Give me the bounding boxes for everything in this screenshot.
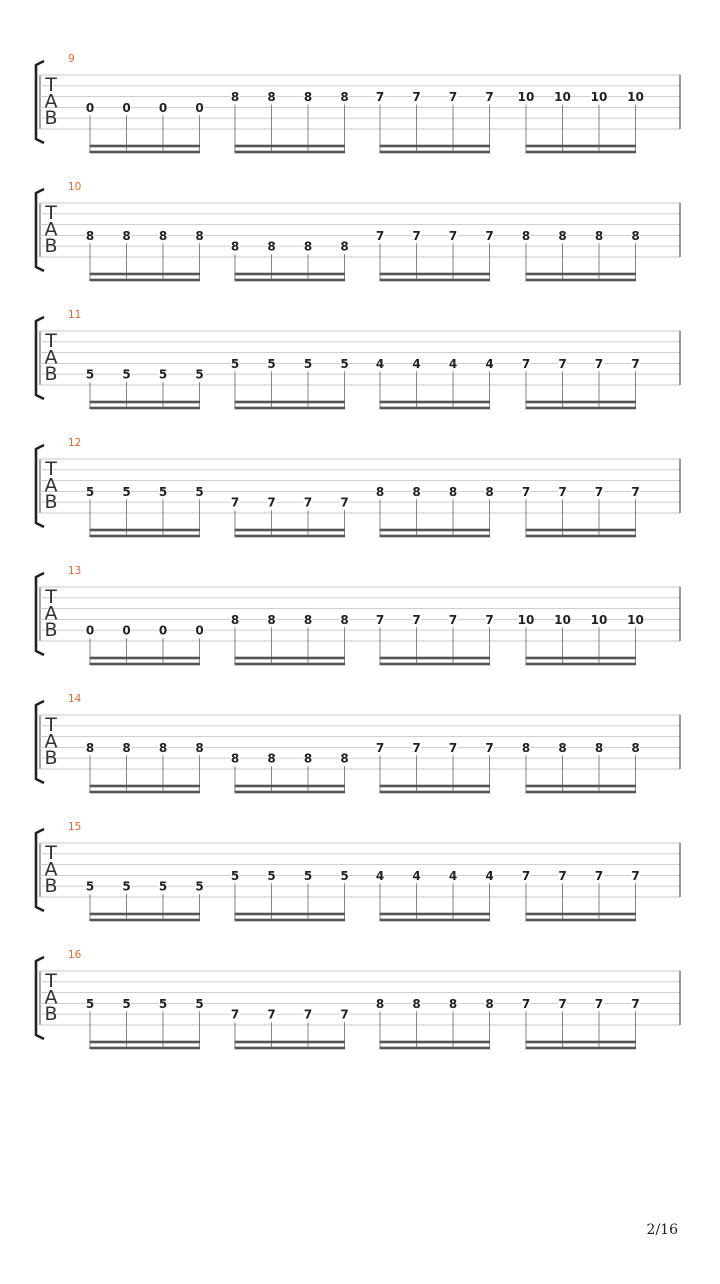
beam	[526, 529, 637, 532]
fret-number: 7	[631, 484, 640, 499]
beam-group	[86, 485, 205, 537]
fret-number: 5	[195, 367, 204, 382]
beam-group	[231, 357, 350, 409]
fret-number: 5	[195, 996, 204, 1011]
fret-number: 8	[558, 740, 567, 755]
fret-number: 0	[122, 100, 131, 115]
fret-number: 8	[340, 751, 349, 766]
fret-number: 8	[448, 996, 458, 1011]
tab-clef-letter: T	[45, 202, 57, 224]
fret-number: 7	[521, 868, 531, 883]
fret-number: 4	[448, 868, 458, 883]
beam	[526, 407, 637, 410]
fret-number: 8	[375, 996, 385, 1011]
beam	[90, 663, 201, 666]
fret-number: 8	[85, 228, 95, 243]
measure-number: 12	[68, 437, 82, 449]
beam	[526, 919, 637, 922]
beam	[235, 151, 346, 154]
beam	[380, 791, 491, 794]
beam-group	[86, 101, 205, 153]
beam	[90, 919, 201, 922]
beam	[235, 663, 346, 666]
beam	[526, 535, 637, 538]
fret-number: 7	[558, 868, 567, 883]
measure-number: 11	[68, 309, 82, 321]
beam	[380, 529, 491, 532]
tab-clef-letter: B	[44, 107, 58, 129]
fret-number: 8	[122, 228, 131, 243]
fret-number: 4	[485, 356, 494, 371]
fret-number: 10	[627, 612, 644, 627]
beam	[90, 785, 201, 788]
beam	[90, 529, 201, 532]
tab-clef-letter: A	[44, 602, 58, 625]
beam	[380, 785, 491, 788]
beam	[90, 913, 201, 916]
fret-number: 10	[554, 612, 571, 627]
fret-number: 7	[631, 356, 640, 371]
tab-clef-letter: T	[45, 970, 57, 992]
tab-system	[36, 565, 680, 665]
tab-clef-letter: A	[44, 858, 58, 881]
beam	[90, 401, 201, 404]
fret-number: 0	[85, 100, 95, 115]
fret-number: 7	[594, 356, 604, 371]
fret-number: 5	[122, 484, 131, 499]
fret-number: 4	[448, 356, 458, 371]
measure-number: 13	[68, 565, 82, 577]
fret-number: 7	[340, 495, 349, 510]
fret-number: 8	[158, 740, 168, 755]
fret-number: 4	[485, 868, 494, 883]
beam-group	[518, 613, 644, 665]
fret-number: 7	[594, 996, 604, 1011]
fret-number: 8	[195, 740, 204, 755]
fret-number: 8	[85, 740, 95, 755]
fret-number: 4	[375, 868, 385, 883]
tab-clef-letter: A	[44, 474, 58, 497]
fret-number: 8	[631, 228, 640, 243]
fret-number: 5	[85, 484, 95, 499]
beam	[235, 535, 346, 538]
beam-group	[86, 997, 205, 1049]
beam-group	[522, 869, 641, 921]
fret-number: 8	[485, 996, 494, 1011]
tab-clef-letter: B	[44, 619, 58, 641]
fret-number: 5	[230, 356, 240, 371]
fret-number: 8	[485, 484, 494, 499]
beam	[235, 657, 346, 660]
fret-number: 8	[158, 228, 168, 243]
beam	[526, 657, 637, 660]
fret-number: 7	[594, 868, 604, 883]
fret-number: 7	[303, 495, 313, 510]
tab-clef-letter: B	[44, 747, 58, 769]
fret-number: 5	[85, 367, 95, 382]
beam	[235, 1047, 346, 1050]
fret-number: 5	[158, 879, 168, 894]
beam	[90, 657, 201, 660]
fret-number: 5	[340, 356, 349, 371]
fret-number: 7	[230, 1007, 240, 1022]
fret-number: 7	[485, 90, 494, 105]
fret-number: 8	[594, 228, 604, 243]
beam	[90, 145, 201, 148]
beam	[380, 145, 491, 148]
fret-number: 8	[558, 228, 567, 243]
fret-number: 7	[521, 484, 531, 499]
fret-number: 8	[122, 740, 131, 755]
fret-number: 7	[521, 356, 531, 371]
fret-number: 0	[122, 623, 131, 638]
measure-number: 16	[68, 949, 82, 961]
fret-number: 7	[485, 228, 494, 243]
fret-number: 8	[267, 239, 276, 254]
beam	[380, 273, 491, 276]
tab-clef-letter: B	[44, 363, 58, 385]
beam	[380, 151, 491, 154]
fret-number: 8	[340, 612, 349, 627]
beam	[235, 1041, 346, 1044]
fret-number: 8	[448, 484, 458, 499]
beam	[235, 401, 346, 404]
beam	[526, 279, 637, 282]
beam-group	[376, 997, 495, 1049]
fret-number: 7	[558, 996, 567, 1011]
fret-number: 8	[267, 90, 276, 105]
beam	[526, 151, 637, 154]
fret-number: 7	[412, 740, 421, 755]
beam-group	[376, 741, 495, 793]
page-number: 2/16	[646, 1222, 678, 1238]
fret-number: 5	[158, 996, 168, 1011]
beam-group	[231, 869, 350, 921]
fret-number: 0	[195, 623, 204, 638]
fret-number: 0	[158, 623, 168, 638]
fret-number: 7	[375, 90, 385, 105]
beam	[380, 401, 491, 404]
tab-system	[36, 949, 680, 1049]
fret-number: 8	[267, 612, 276, 627]
beam	[380, 663, 491, 666]
fret-number: 7	[448, 228, 458, 243]
fret-number: 8	[412, 996, 421, 1011]
fret-number: 5	[195, 484, 204, 499]
beam	[235, 913, 346, 916]
tab-clef-letter: A	[44, 346, 58, 369]
beam-group	[376, 613, 495, 665]
fret-number: 7	[485, 740, 494, 755]
fret-number: 8	[412, 484, 421, 499]
beam-group	[376, 357, 495, 409]
fret-number: 8	[375, 484, 385, 499]
fret-number: 8	[230, 90, 240, 105]
beam	[90, 407, 201, 410]
fret-number: 8	[594, 740, 604, 755]
tab-clef-letter: T	[45, 330, 57, 352]
beam-group	[86, 741, 205, 793]
beam	[526, 663, 637, 666]
fret-number: 10	[590, 90, 608, 105]
fret-number: 5	[122, 879, 131, 894]
beam	[90, 1047, 201, 1050]
fret-number: 7	[412, 228, 421, 243]
tab-clef-letter: A	[44, 730, 58, 753]
beam	[235, 273, 346, 276]
tab-clef-letter: B	[44, 1003, 58, 1025]
beam	[90, 535, 201, 538]
fret-number: 8	[195, 228, 204, 243]
fret-number: 10	[517, 90, 535, 105]
fret-number: 0	[158, 100, 168, 115]
fret-number: 8	[340, 90, 349, 105]
fret-number: 7	[340, 1007, 349, 1022]
fret-number: 5	[85, 879, 95, 894]
beam	[526, 1041, 637, 1044]
beam	[526, 401, 637, 404]
fret-number: 5	[122, 367, 131, 382]
beam	[380, 535, 491, 538]
tab-clef-letter: T	[45, 714, 57, 736]
beam	[526, 791, 637, 794]
beam	[526, 145, 637, 148]
measure-number: 10	[68, 181, 82, 193]
fret-number: 5	[158, 484, 168, 499]
beam-group	[522, 741, 641, 793]
beam-group	[376, 90, 495, 153]
fret-number: 8	[340, 239, 349, 254]
fret-number: 7	[631, 996, 640, 1011]
beam	[235, 279, 346, 282]
fret-number: 8	[267, 751, 276, 766]
fret-number: 7	[558, 484, 567, 499]
fret-number: 8	[303, 612, 313, 627]
fret-number: 0	[195, 100, 204, 115]
measure-number: 9	[68, 53, 75, 65]
beam	[90, 273, 201, 276]
beam-group	[518, 90, 644, 153]
beam	[380, 279, 491, 282]
fret-number: 7	[267, 495, 276, 510]
fret-number: 7	[375, 228, 385, 243]
beam	[380, 1041, 491, 1044]
beam	[90, 1041, 201, 1044]
tab-system	[36, 309, 680, 409]
fret-number: 7	[448, 612, 458, 627]
fret-number: 7	[267, 1007, 276, 1022]
fret-number: 5	[303, 868, 313, 883]
fret-number: 4	[412, 868, 421, 883]
fret-number: 7	[631, 868, 640, 883]
fret-number: 7	[558, 356, 567, 371]
fret-number: 7	[303, 1007, 313, 1022]
beam	[380, 657, 491, 660]
tab-clef-letter: T	[45, 458, 57, 480]
beam-group	[522, 485, 641, 537]
beam	[526, 785, 637, 788]
beam-group	[376, 229, 495, 281]
beam	[235, 791, 346, 794]
fret-number: 8	[521, 228, 531, 243]
fret-number: 10	[517, 612, 535, 627]
fret-number: 8	[521, 740, 531, 755]
fret-number: 5	[340, 868, 349, 883]
fret-number: 5	[267, 356, 276, 371]
tab-clef-letter: B	[44, 875, 58, 897]
beam	[235, 529, 346, 532]
fret-number: 7	[448, 90, 458, 105]
fret-number: 5	[230, 868, 240, 883]
fret-number: 8	[230, 751, 240, 766]
tab-clef-letter: B	[44, 491, 58, 513]
fret-number: 4	[375, 356, 385, 371]
fret-number: 5	[267, 868, 276, 883]
fret-number: 8	[631, 740, 640, 755]
tab-clef-letter: A	[44, 218, 58, 241]
beam	[90, 279, 201, 282]
beam	[526, 1047, 637, 1050]
beam-group	[376, 869, 495, 921]
beam	[90, 791, 201, 794]
beam-group	[376, 485, 495, 537]
beam	[380, 1047, 491, 1050]
fret-number: 4	[412, 356, 421, 371]
tab-system	[36, 437, 680, 537]
beam-group	[231, 613, 350, 665]
fret-number: 10	[590, 612, 608, 627]
tab-clef-letter: A	[44, 90, 58, 113]
fret-number: 7	[448, 740, 458, 755]
beam-group	[231, 90, 350, 153]
beam	[526, 913, 637, 916]
fret-number: 7	[485, 612, 494, 627]
beam	[235, 407, 346, 410]
fret-number: 0	[85, 623, 95, 638]
fret-number: 5	[158, 367, 168, 382]
tab-clef-letter: T	[45, 74, 57, 96]
fret-number: 8	[303, 90, 313, 105]
beam-group	[522, 229, 641, 281]
fret-number: 8	[230, 612, 240, 627]
tab-system	[36, 181, 680, 281]
fret-number: 7	[412, 90, 421, 105]
measure-number: 15	[68, 821, 82, 833]
beam	[380, 919, 491, 922]
tab-system	[36, 821, 680, 921]
beam	[235, 919, 346, 922]
beam-group	[86, 229, 205, 281]
tab-system	[36, 53, 680, 153]
beam	[526, 273, 637, 276]
fret-number: 7	[412, 612, 421, 627]
tab-clef-letter: T	[45, 842, 57, 864]
beam-group	[522, 357, 641, 409]
beam	[380, 913, 491, 916]
beam	[235, 785, 346, 788]
tab-system	[36, 693, 680, 793]
fret-number: 10	[627, 90, 644, 105]
measure-number: 14	[68, 693, 82, 705]
fret-number: 8	[230, 239, 240, 254]
fret-number: 7	[375, 740, 385, 755]
fret-number: 7	[375, 612, 385, 627]
fret-number: 5	[122, 996, 131, 1011]
fret-number: 5	[85, 996, 95, 1011]
fret-number: 8	[303, 239, 313, 254]
beam	[235, 145, 346, 148]
tab-clef-letter: B	[44, 235, 58, 257]
beam	[90, 151, 201, 154]
fret-number: 5	[303, 356, 313, 371]
beam-group	[522, 997, 641, 1049]
tab-clef-letter: T	[45, 586, 57, 608]
fret-number: 7	[521, 996, 531, 1011]
beam	[380, 407, 491, 410]
fret-number: 8	[303, 751, 313, 766]
fret-number: 5	[195, 879, 204, 894]
fret-number: 7	[230, 495, 240, 510]
fret-number: 7	[594, 484, 604, 499]
fret-number: 10	[554, 90, 571, 105]
tab-clef-letter: A	[44, 986, 58, 1009]
